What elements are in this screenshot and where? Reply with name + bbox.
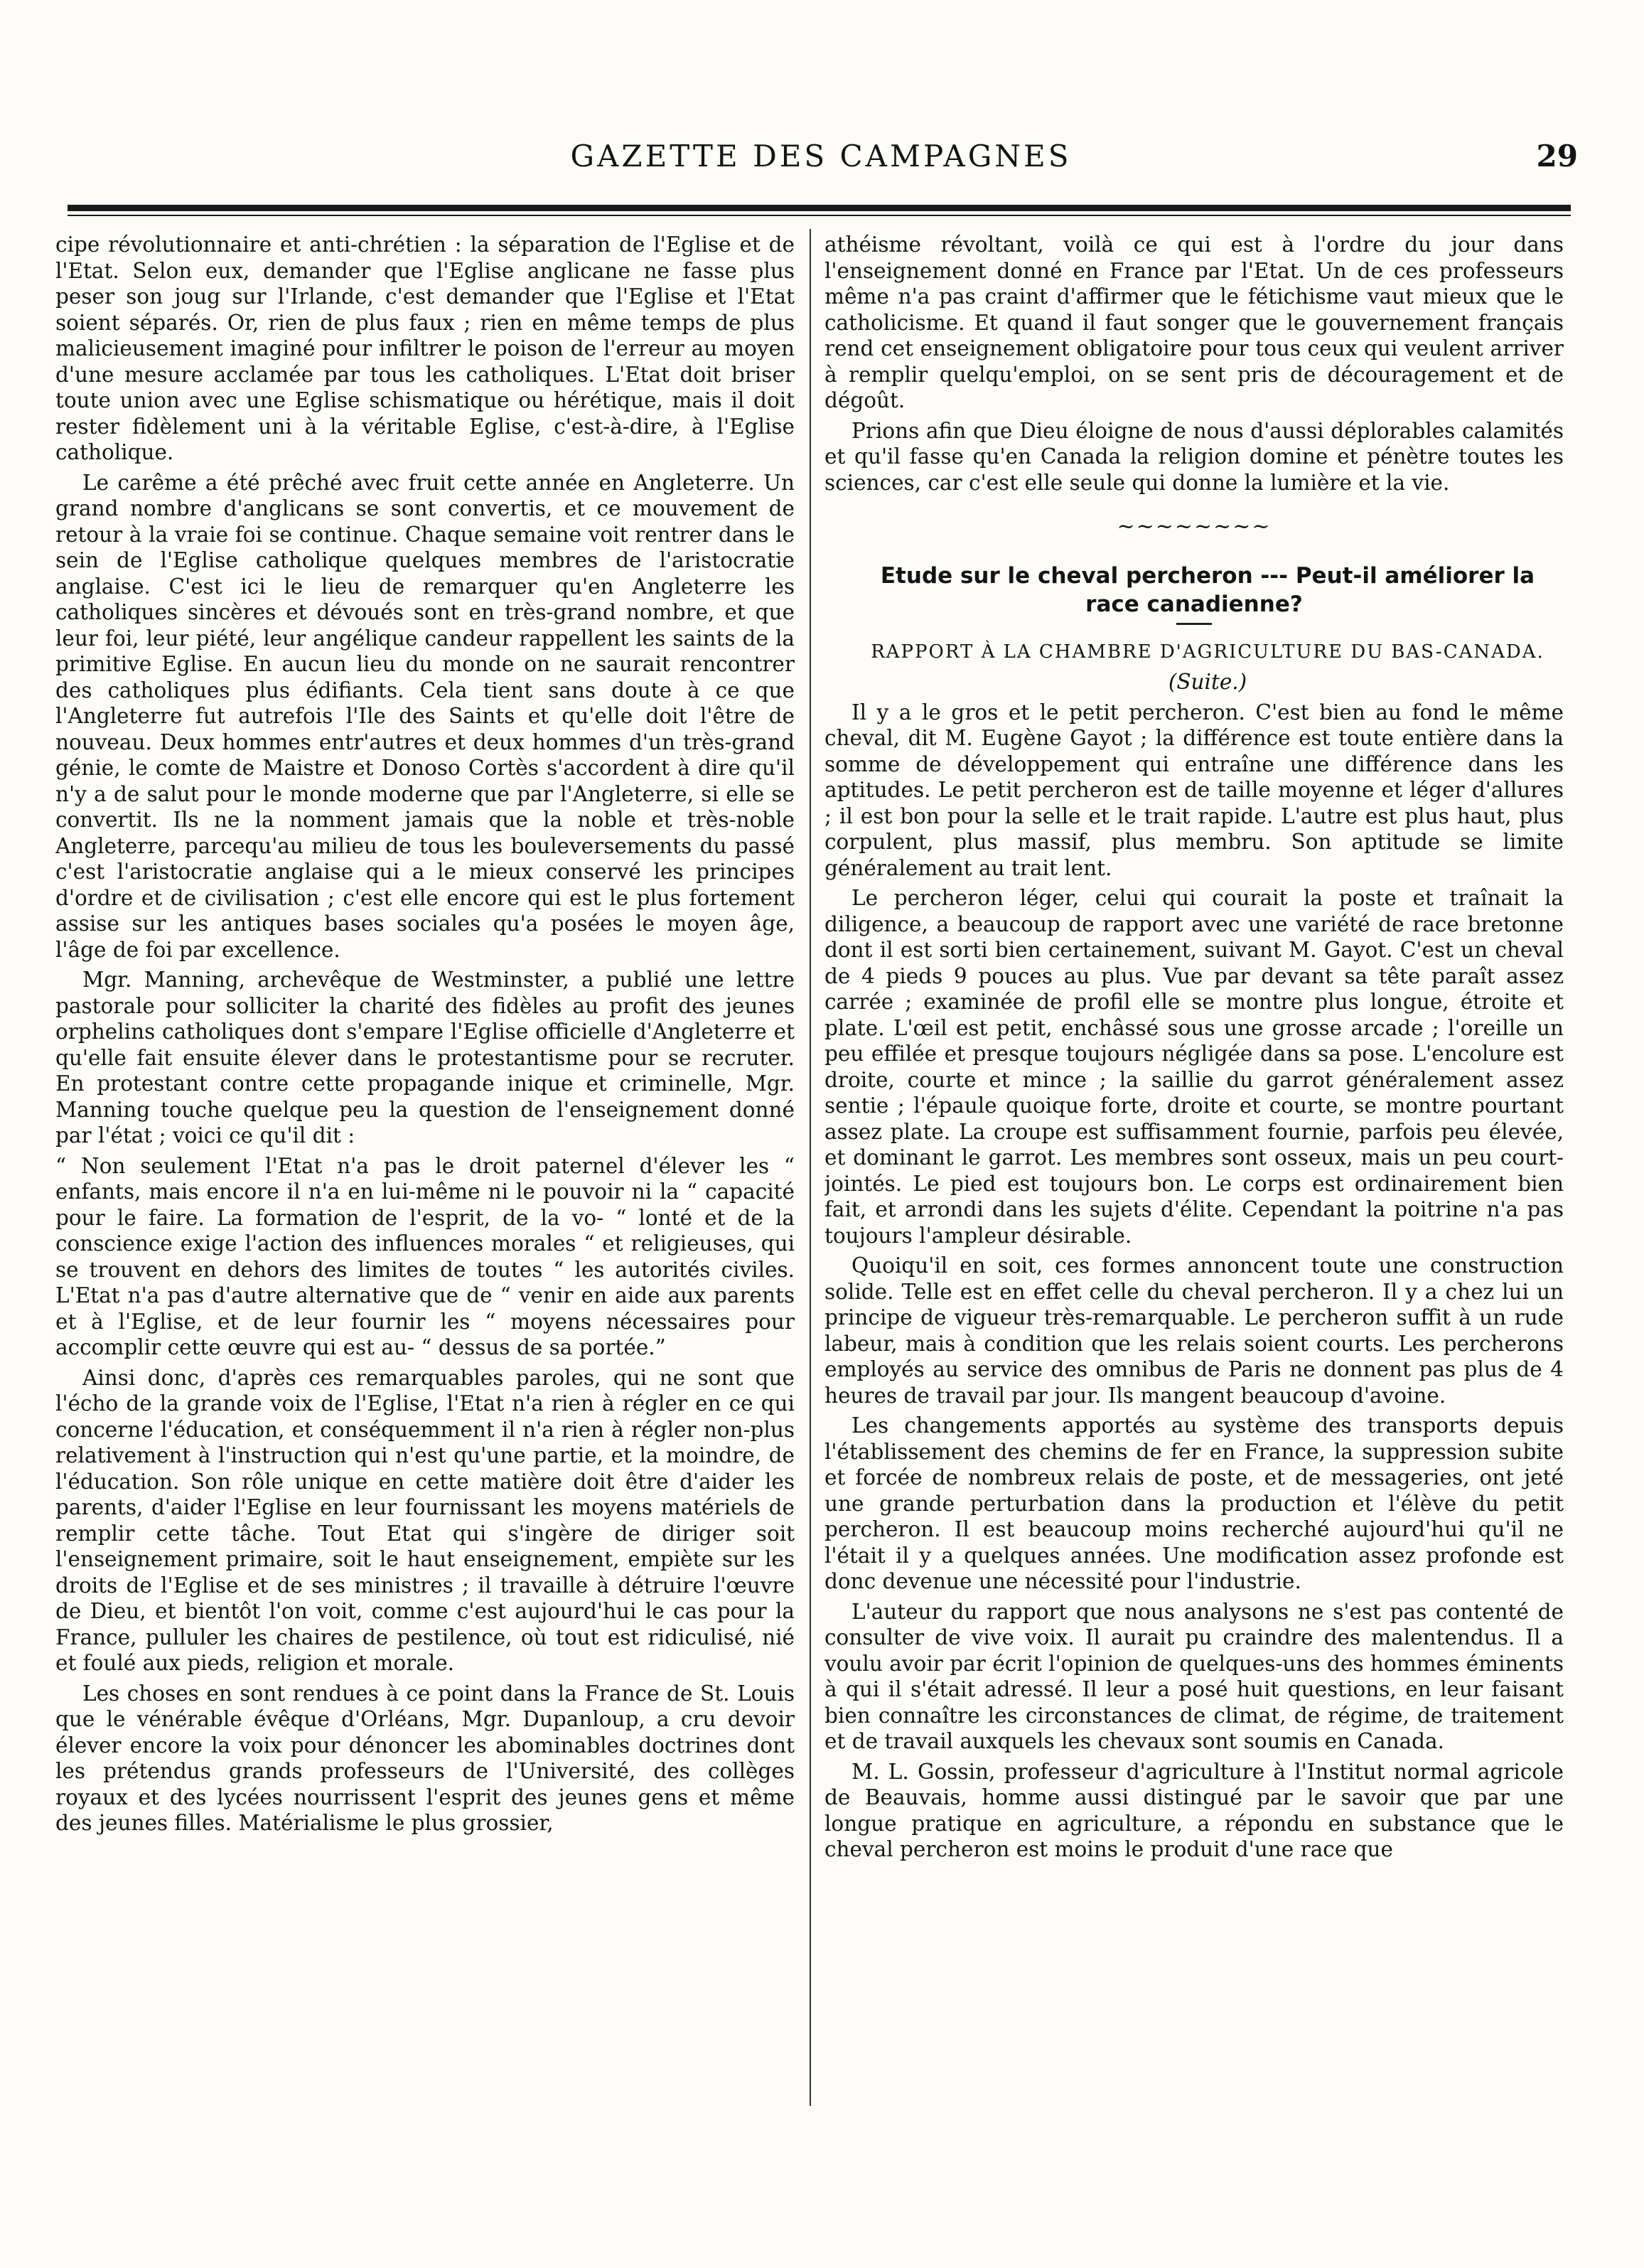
right-column <box>824 232 1564 2123</box>
article-title: Etude sur le cheval percheron --- Peut-il améliorer la race canadienne? <box>880 562 1535 617</box>
left-column <box>55 232 795 2123</box>
header-rule-thick <box>68 205 1571 211</box>
paragraph: Prions afin que Dieu éloigne de nous d'aussi déplorables calamités et qu'il fasse qu'en Canada la religion domine et pénètre toutes les sciences, car c'est elle seule qui donne la lumière et la vie. <box>824 418 1564 495</box>
paragraph: L'auteur du rapport que nous analysons ne s'est pas contenté de consulter de vive voix. Il aurait pu craindre des malentendus. Il a voulu avoir par écrit l'opinion de quelques-uns des hommes éminents à qui il s'était adressé. Il leur a posé huit questions, en leur faisant bien connaître les circonstances de climat, de régime, de traitement et de travail auxquels les chevaux sont soumis en Canada. <box>824 1599 1564 1753</box>
paragraph: athéisme révoltant, voilà ce qui est à l'ordre du jour dans l'enseignement donné en France par l'Etat. Un de ces professeurs même n'a pas craint d'affirmer que le fétichisme vaut mieux que le catholicisme. Et quand il faut songer que le gouvernement français rend cet enseignement obligatoire pour tous ceux qui veulent arriver à remplir quelqu'emploi, on se sent pris de découragement et de dégoût. <box>824 232 1564 412</box>
header-rule-thin <box>68 215 1571 216</box>
paragraph: Il y a le gros et le petit percheron. C'est bien au fond le même cheval, dit M. Eugène Gayot ; la différence est toute entière dans la somme de développement qui entraîne une différence dans les aptitudes. Le petit percheron est de taille moyenne et léger d'allures ; il est bon pour la selle et le trait rapide. L'autre est plus haut, plus corpulent, plus massif, plus membru. Son aptitude se limite généralement au trait lent. <box>824 700 1564 880</box>
article-subtitle: RAPPORT À LA CHAMBRE D'AGRICULTURE DU BAS-CANADA. <box>871 641 1544 663</box>
article-suite: (Suite.) <box>1168 670 1247 694</box>
paragraph: Le percheron léger, celui qui courait la poste et traînait la diligence, a beaucoup de rapport avec une variété de race bretonne dont il est sorti bien certainement, suivant M. Gayot. C'est un cheval de 4 pieds 9 pouces au plus. Vue par devant sa tête paraît assez carrée ; examinée de profil elle se montre plus longue, étroite et plate. L'œil est petit, enchâssé sous une grosse arcade ; l'oreille un peu effilée et presque toujours négligée dans sa pose. L'encolure est droite, courte et mince ; la saillie du garrot généralement assez sentie ; l'épaule quoique forte, droite et courte, se montre pourtant assez plate. La croupe est suffisamment fournie, parfois peu élevée, et dominant le garrot. Les membres sont osseux, mais un peu court-jointés. Le pied est toujours bon. Le corps est ordinairement bien fait, et arrondi dans les sujets d'élite. Cependant la poitrine n'a pas toujours l'ampleur désirable. <box>824 886 1564 1248</box>
page-header <box>50 139 1592 181</box>
newspaper-title: GAZETTE DES CAMPAGNES <box>570 139 1072 173</box>
column-divider <box>810 229 811 2106</box>
paragraph: M. L. Gossin, professeur d'agriculture à l'Institut normal agricole de Beauvais, homme aussi distingué par le savoir que par une longue pratique en agriculture, a répondu en substance que le cheval percheron est moins le produit d'une race que <box>824 1759 1564 1861</box>
ornament-divider: ~~~~~~~~ <box>1117 514 1272 539</box>
paragraph: Quoiqu'il en soit, ces formes annoncent toute une construction solide. Telle est en effet celle du cheval percheron. Il y a chez lui un principe de vigueur très-remarquable. Le percheron suffit à un rude labeur, mais à condition que les relais soient courts. Les percherons employés au service des omnibus de Paris ne donnent pas plus de 4 heures de travail par jour. Ils mangent beaucoup d'avoine. <box>824 1253 1564 1408</box>
title-rule <box>1176 623 1212 625</box>
page-number: 29 <box>1536 139 1578 173</box>
paragraph: Les choses en sont rendues à ce point dans la France de St. Louis que le vénérable évêque d'Orléans, Mgr. Dupanloup, a cru devoir élever encore la voix pour dénoncer les abominables doctrines dont les prétendus grands professeurs de l'Université, des collèges royaux et des lycées nourrissent l'esprit des jeunes gens et même des jeunes filles. Matérialisme le plus grossier, <box>55 1681 795 1835</box>
paragraph: Mgr. Manning, archevêque de Westminster, a publié une lettre pastorale pour solliciter la charité des fidèles au profit des jeunes orphelins catholiques dont s'empare l'Eglise officielle d'Angleterre et qu'elle fait ensuite élever dans le protestantisme pour se recruter. En protestant contre cette propagande inique et criminelle, Mgr. Manning touche quelque peu la question de l'enseignement donné par l'état ; voici ce qu'il dit : <box>55 968 795 1148</box>
paragraph: cipe révolutionnaire et anti-chrétien : la séparation de l'Eglise et de l'Etat. Selon eux, demander que l'Eglise anglicane ne fasse plus peser son joug sur l'Irlande, c'est demander que l'Eglise et l'Etat soient séparés. Or, rien de plus faux ; rien en même temps de plus malicieusement imaginé pour infiltrer le poison de l'erreur au moyen d'une mesure acclamée par tous les catholiques. L'Etat doit briser toute union avec une Eglise schismatique ou hérétique, mais il doit rester fidèlement uni à la véritable Eglise, c'est-à-dire, à l'Eglise catholique. <box>55 232 795 464</box>
pastoral-quote: “ Non seulement l'Etat n'a pas le droit paternel d'élever les “ enfants, mais encore il n'a en lui-même ni le pouvoir ni la “ capacité pour le faire. La formation de l'esprit, de la vo- “ lonté et de la conscience exige l'action des influences morales “ et religieuses, qui se trouvent en dehors des limites de toutes “ les autorités civiles. L'Etat n'a pas d'autre alternative que de “ venir en aide aux parents et à l'Eglise, et de leur fournir les “ moyens nécessaires pour accomplir cette œuvre qui est au- “ dessus de sa portée.” <box>55 1153 795 1359</box>
paragraph: Les changements apportés au système des transports depuis l'établissement des chemins de fer en France, la suppression subite et forcée de nombreux relais de poste, et de messageries, ont jeté une grande perturbation dans la production et l'élève du petit percheron. Il est beaucoup moins recherché aujourd'hui qu'il ne l'était il y a quelques années. Une modification assez profonde est donc devenue une nécessité pour l'industrie. <box>824 1413 1564 1593</box>
paragraph: Ainsi donc, d'après ces remarquables paroles, qui ne sont que l'écho de la grande voix de l'Eglise, l'Etat n'a rien à régler en ce qui concerne l'éducation, et conséquemment il n'a rien à régler non-plus relativement à l'instruction qui n'est qu'une partie, et la moindre, de l'éducation. Son rôle unique en cette matière doit être d'aider les parents, d'aider l'Eglise en leur fournissant les moyens matériels de remplir cette tâche. Tout Etat qui s'ingère de diriger soit l'enseignement primaire, soit le haut enseignement, empiète sur les droits de l'Eglise et de ses ministres ; il travaille à détruire l'œuvre de Dieu, et bientôt l'on voit, comme c'est aujourd'hui le cas pour la France, pulluler les chaires de pestilence, où tout est ridiculisé, nié et foulé aux pieds, religion et morale. <box>55 1365 795 1675</box>
paragraph: Le carême a été prêché avec fruit cette année en Angleterre. Un grand nombre d'anglicans se sont convertis, et ce mouvement de retour à la vraie foi se continue. Chaque semaine voit rentrer dans le sein de l'Eglise catholique quelques membres de l'aristocratie anglaise. C'est ici le lieu de remarquer qu'en Angleterre les catholiques sincères et dévoués sont en très-grand nombre, et que leur foi, leur piété, leur angélique candeur rappellent les saints de la primitive Eglise. En aucun lieu du monde on ne saurait rencontrer des catholiques plus édifiants. Cela tient sans doute à ce que l'Angleterre fut autrefois l'Ile des Saints et qu'elle doit l'être de nouveau. Deux hommes entr'autres et deux hommes d'un très-grand génie, le comte de Maistre et Donoso Cortès s'accordent à dire qu'il n'y a de salut pour le monde moderne que par l'Angleterre, si elle se convertit. Ils ne la nomment jamais que la noble et très-noble Angleterre, parcequ'au milieu de tous les bouleversements du passé c'est l'aristocratie anglaise qui a le mieux conservé les principes d'ordre et de civilisation ; c'est elle encore qui est le plus fortement assise sur les antiques bases sociales qu'a posées le moyen âge, l'âge de foi par excellence. <box>55 470 795 962</box>
